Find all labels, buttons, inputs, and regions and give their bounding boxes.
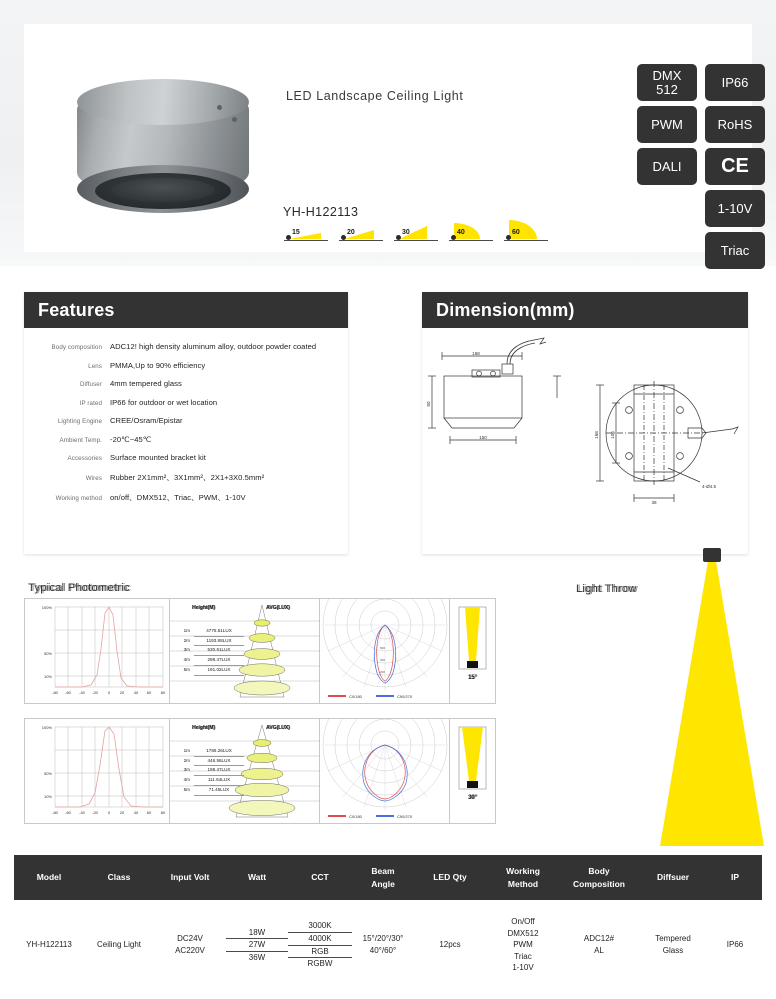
lux-table-header-height: Height(M) — [192, 605, 216, 611]
beam-angle-icon-20 — [337, 220, 387, 244]
product-title: LED Landscape Ceiling Light — [286, 89, 464, 103]
value-line: Tempered — [655, 934, 691, 944]
beam-illustration-cell-1 — [450, 599, 495, 703]
badge-line2: 512 — [656, 81, 678, 97]
value-line: 18W — [226, 927, 288, 940]
product-image — [69, 79, 259, 219]
lux-value: 530.61LUX — [194, 646, 244, 656]
polar-legend-c90: C90/270 — [397, 814, 413, 819]
feature-value: IP66 for outdoor or wet location — [110, 397, 218, 407]
value-line: 27W — [226, 939, 288, 952]
cell-cct — [288, 920, 352, 969]
lux-height: 4m — [183, 657, 190, 663]
y-tick: 50% — [43, 771, 52, 776]
feature-key: Accessories — [67, 455, 102, 462]
ground-line — [394, 240, 438, 242]
value-line: ADC12# — [583, 934, 615, 944]
polar-diagram-cell-1 — [320, 599, 450, 703]
feature-row — [24, 435, 338, 444]
badge-column-control — [637, 64, 697, 190]
photometric-chart-row-1 — [24, 598, 496, 704]
feature-value: on/off、DMX512、Triac、PWM、1-10V — [110, 493, 246, 502]
spec-table-header-row — [14, 855, 762, 900]
feature-key: Working method — [55, 495, 102, 502]
badge-line1: DMX — [652, 67, 682, 83]
header-line2: Angle — [371, 878, 395, 889]
feature-row — [24, 342, 338, 351]
feature-value: PMMA,Up to 90% efficiency — [110, 360, 206, 370]
badge-1-10v: 1-10V — [705, 190, 765, 227]
lux-value: 111.64LUX — [194, 776, 244, 786]
x-tick: 60 — [146, 690, 152, 695]
beam-angle-label: 40 — [457, 229, 465, 236]
beam-angle-value-2: 30° — [467, 795, 478, 801]
dimension-drawings — [422, 328, 748, 554]
feature-key: Lighting Engine — [57, 418, 102, 425]
polar-legend-c0: C0/180 — [349, 694, 362, 699]
x-tick: 20 — [119, 690, 125, 695]
x-tick: -40 — [79, 810, 85, 815]
col-header-ip: IP — [730, 872, 740, 883]
header-line2: Composition — [573, 878, 625, 889]
product-model-number: YH-H122113 — [283, 205, 359, 219]
x-tick: 80 — [160, 690, 166, 695]
x-tick: 20 — [119, 810, 125, 815]
header-line1: Beam — [371, 866, 395, 877]
specifications-table — [14, 855, 762, 984]
features-panel — [24, 292, 348, 554]
dim-bracket-width: 38 — [651, 500, 657, 505]
lux-table-header-avg: AVG(LUX) — [266, 605, 290, 611]
y-tick: 100% — [41, 605, 52, 610]
header-line1: Working — [506, 866, 540, 877]
value-line: DC24V — [177, 934, 203, 944]
beam-angle-icon-15 — [282, 220, 332, 244]
feature-key: Wires — [85, 474, 102, 482]
lux-value: 446.56LUX — [194, 757, 244, 767]
feature-key: Body composition — [51, 344, 102, 351]
beam-angle-icon-60 — [502, 220, 552, 244]
feature-value: 4mm tempered glass — [110, 379, 182, 388]
feature-row — [24, 361, 338, 370]
dim-top-width: 168 — [472, 351, 480, 356]
value-line: 1-10V — [512, 963, 534, 973]
feature-row — [24, 453, 338, 462]
polar-diagram-svg-1 — [320, 599, 450, 701]
value-line: AC220V — [175, 946, 205, 955]
x-tick: -80 — [52, 810, 58, 815]
ground-line — [449, 240, 493, 242]
feature-row — [24, 492, 338, 503]
lux-table-header-avg: AVG(LUX) — [266, 725, 290, 731]
feature-key: Ambient Temp. — [59, 436, 102, 444]
value-line: AL — [594, 946, 604, 955]
col-header-led-qty: LED Qty — [433, 872, 467, 883]
badge-dmx512 — [637, 64, 697, 101]
feature-value: ADC12! high density aluminum alloy, outdoor powder coated — [110, 342, 317, 351]
svg-text:600: 600 — [380, 646, 386, 650]
cell-watt — [226, 927, 288, 964]
lux-row — [174, 666, 244, 676]
cell-class: Ceiling Light — [96, 940, 142, 950]
col-header-cct: CCT — [311, 872, 329, 883]
header-line1: Body — [588, 866, 610, 877]
cell-ip: IP66 — [726, 940, 744, 950]
feature-row — [24, 416, 338, 425]
photometric-chart-row-2 — [24, 718, 496, 824]
lux-value: 198.47LUX — [194, 766, 244, 776]
fixture-dot-icon — [506, 235, 511, 240]
beam-angle-label: 60 — [512, 229, 520, 236]
cell-working-method — [486, 916, 560, 974]
lux-row — [174, 637, 244, 647]
x-tick: 0 — [107, 690, 111, 695]
feature-value: Surface mounted bracket kit — [110, 453, 206, 462]
x-tick: 0 — [107, 810, 111, 815]
beam-angle-label: 15 — [292, 229, 300, 236]
x-tick: -40 — [79, 690, 85, 695]
y-tick: 50% — [43, 651, 52, 656]
beam-angle-label: 20 — [347, 229, 355, 236]
y-tick: 10% — [43, 674, 52, 679]
beam-angle-icon-30 — [392, 220, 442, 244]
beam-illustration-svg-2 — [450, 719, 495, 821]
value-line: Glass — [662, 946, 684, 955]
lux-row — [174, 776, 244, 786]
x-tick: 40 — [133, 690, 139, 695]
x-tick: -20 — [92, 810, 98, 815]
dimension-svg — [422, 328, 748, 554]
value-line: DMX512 — [507, 928, 539, 938]
x-tick: 80 — [160, 810, 166, 815]
col-header-body-composition — [560, 865, 638, 890]
beam-angle-label: 30 — [402, 229, 410, 236]
light-throw-beam-cone — [660, 562, 764, 846]
lux-row — [174, 646, 244, 656]
light-throw-fixture-icon — [703, 548, 721, 562]
dim-height: 80 — [426, 401, 431, 407]
lux-height: 3m — [183, 647, 190, 653]
lux-row — [174, 627, 244, 637]
screw-icon — [217, 105, 222, 110]
x-tick: -20 — [92, 690, 98, 695]
lux-value: 71.45LUX — [194, 786, 244, 796]
lux-table-1 — [174, 627, 244, 676]
lux-height: 4m — [183, 777, 190, 783]
y-tick: 10% — [43, 794, 52, 799]
lux-table-header-height: Height(M) — [192, 725, 216, 731]
value-line: On/Off — [511, 917, 535, 927]
beam-illustration-2 — [450, 719, 495, 823]
cell-led-qty: 12pcs — [439, 940, 461, 950]
dim-hole-callout: 4-Ø4.5 — [702, 484, 717, 489]
intensity-curve-svg-2 — [25, 719, 170, 821]
polar-legend-c0: C0/180 — [349, 814, 362, 819]
feature-key: Diffuser — [79, 381, 102, 388]
polar-diagram-cell-2 — [320, 719, 450, 823]
col-header-input-volt: Input Volt — [170, 872, 210, 883]
badge-rohs: RoHS — [705, 106, 765, 143]
x-tick: 40 — [133, 810, 139, 815]
intensity-curve-cell-1 — [25, 599, 170, 703]
fixture-top — [77, 79, 249, 125]
fixture-reflector — [111, 178, 215, 202]
hero-card — [24, 24, 753, 258]
value-line: 36W — [248, 952, 266, 962]
lux-table-cell-1 — [170, 599, 320, 703]
dim-base-width: 150 — [479, 435, 487, 440]
lux-value: 298.47LUX — [194, 656, 244, 666]
badge-triac: Triac — [705, 232, 765, 269]
value-line: PWM — [513, 940, 533, 950]
polar-diagram-svg-2 — [320, 719, 450, 821]
x-tick: -60 — [65, 810, 71, 815]
beam-angle-icon-40 — [447, 220, 497, 244]
lux-table-cell-2 — [170, 719, 320, 823]
lux-value: 191.02LUX — [194, 666, 244, 676]
feature-value: Rubber 2X1mm²、3X1mm²、2X1+3X0.5mm² — [110, 472, 265, 482]
lux-row — [174, 757, 244, 767]
light-throw-section-title: Light Throw — [576, 583, 637, 595]
feature-key: IP rated — [79, 399, 102, 407]
feature-key: Lens — [88, 362, 102, 370]
cell-input-volt — [154, 933, 226, 956]
lux-height: 3m — [183, 767, 190, 773]
badge-column-cert — [705, 64, 765, 274]
fixture-dot-icon — [451, 235, 456, 240]
lux-value: 1786.26LUX — [194, 747, 244, 757]
feature-row — [24, 472, 338, 483]
value-line: RGBW — [307, 959, 333, 969]
badge-pwm: PWM — [637, 106, 697, 143]
hero-banner — [0, 0, 776, 266]
screw-icon — [232, 117, 237, 122]
lux-height: 5m — [183, 786, 190, 792]
col-header-working-method — [486, 865, 560, 890]
photometric-section-title: Typical Photometric — [28, 582, 130, 594]
feature-value: -20℃~45℃ — [110, 434, 152, 444]
cell-beam-angle — [352, 933, 414, 956]
dimension-panel — [422, 292, 748, 554]
col-header-beam-angle — [352, 865, 414, 890]
beam-angle-value-1: 15° — [467, 675, 478, 681]
cell-model: YH-H122113 — [26, 940, 72, 950]
feature-row — [24, 398, 338, 407]
beam-illustration-svg-1 — [450, 599, 495, 701]
features-title: Features — [24, 292, 348, 328]
col-header-diffuser: Diffsuer — [656, 872, 690, 883]
header-line2: Method — [507, 878, 539, 889]
lux-height: 5m — [183, 666, 190, 672]
beam-angle-icon-row — [282, 220, 562, 244]
lux-row — [174, 786, 244, 796]
lux-height: 2m — [183, 757, 190, 763]
x-tick: 60 — [146, 810, 152, 815]
badge-ip66: IP66 — [705, 64, 765, 101]
badge-dali: DALI — [637, 148, 697, 185]
value-line: 15°/20°/30° — [362, 934, 404, 944]
ground-line — [339, 240, 383, 242]
col-header-watt: Watt — [247, 872, 267, 883]
dim-outer-dia: 168 — [594, 431, 599, 439]
feature-row — [24, 379, 338, 388]
beam-illustration-1 — [450, 599, 495, 703]
intensity-curve-cell-2 — [25, 719, 170, 823]
x-tick: -60 — [65, 690, 71, 695]
dimension-title: Dimension(mm) — [422, 292, 748, 328]
spec-table-data-row — [14, 900, 762, 984]
feature-value: CREE/Osram/Epistar — [110, 416, 183, 425]
value-line: 4000K — [288, 933, 352, 946]
cell-diffuser — [638, 933, 708, 956]
x-tick: -80 — [52, 690, 58, 695]
features-list — [24, 328, 348, 503]
lux-height: 1m — [183, 628, 190, 633]
lux-value: 4775.51LUX — [194, 627, 244, 637]
cell-body-composition — [560, 933, 638, 956]
value-line: Triac — [514, 951, 532, 961]
lux-height: 1m — [183, 748, 190, 753]
col-header-class: Class — [107, 872, 131, 883]
lux-value: 1193.88LUX — [194, 637, 244, 647]
value-line: RGB — [288, 946, 352, 959]
svg-text:200: 200 — [380, 670, 386, 674]
ground-line — [504, 240, 548, 242]
polar-legend-c90: C90/270 — [397, 694, 413, 699]
lux-height: 2m — [183, 637, 190, 643]
badge-ce-icon: CE — [705, 148, 765, 185]
value-line: 40°/60° — [369, 946, 397, 955]
lux-table-2 — [174, 747, 244, 796]
lux-row — [174, 656, 244, 666]
lux-row — [174, 747, 244, 757]
value-line: 3000K — [288, 920, 352, 933]
y-tick: 100% — [41, 725, 52, 730]
col-header-model: Model — [36, 872, 62, 883]
fixture-dot-icon — [396, 235, 401, 240]
fixture-dot-icon — [341, 235, 346, 240]
svg-text:400: 400 — [380, 658, 386, 662]
fixture-dot-icon — [286, 235, 291, 240]
beam-illustration-cell-2 — [450, 719, 495, 823]
dim-inner-dia: 106 — [610, 431, 615, 439]
ground-line — [284, 240, 328, 242]
intensity-curve-svg-1 — [25, 599, 170, 701]
lux-row — [174, 766, 244, 776]
